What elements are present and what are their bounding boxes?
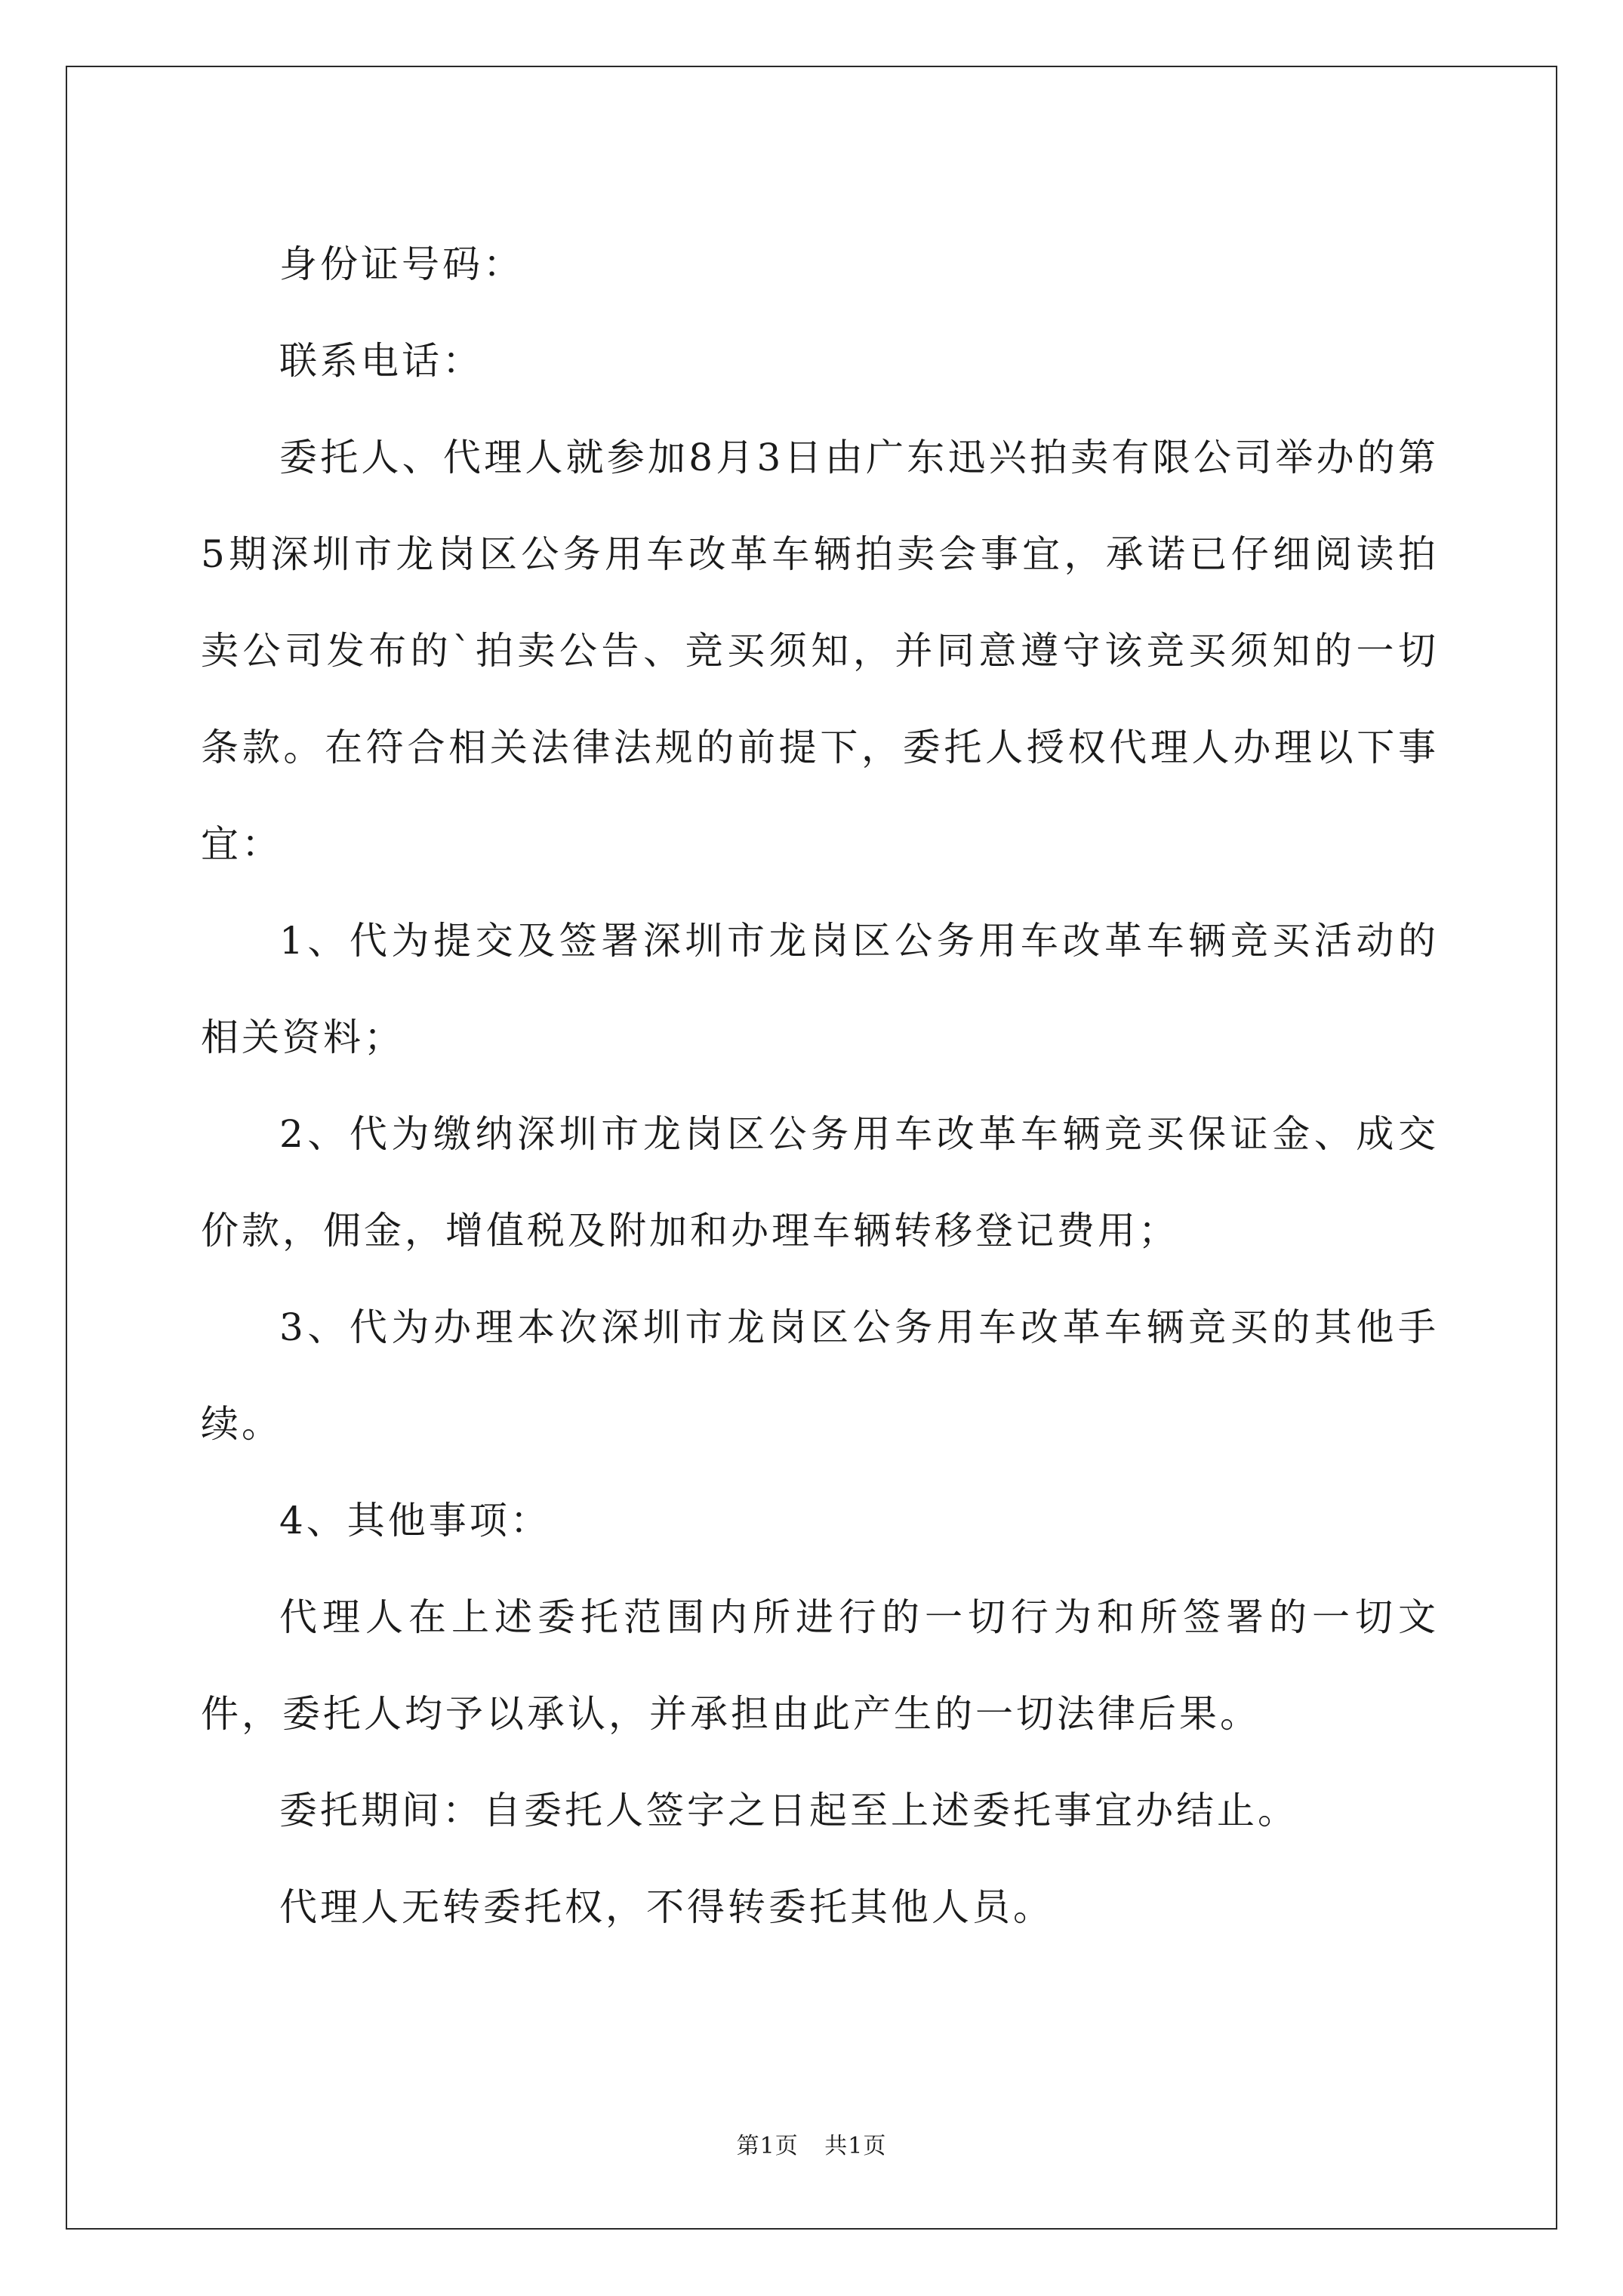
id-number-line: 身份证号码： — [279, 242, 524, 286]
acknowledgement-paragraph: 代理人在上述委托范围内所进行的一切行为和所签署的一切文件，委托人均予以承认，并承担由此产生的一切法律后果。 — [201, 1595, 1439, 1736]
no-subdelegation-paragraph: 代理人无转委托权，不得转委托其他人员。 — [279, 1885, 1054, 1929]
document-body — [201, 216, 1439, 1955]
item-3-paragraph: 3、代为办理本次深圳市龙岗区公务用车改革车辆竞买的其他手续。 — [201, 1305, 1439, 1446]
item-1-paragraph: 1、代为提交及签署深圳市龙岗区公务用车改革车辆竞买活动的相关资料； — [201, 919, 1439, 1059]
page-number-current: 第1页 — [736, 2133, 799, 2159]
phone-line: 联系电话： — [279, 339, 483, 383]
item-2-paragraph: 2、代为缴纳深圳市龙岗区公务用车改革车辆竞买保证金、成交价款，佣金，增值税及附加和办理车辆转移登记费用； — [201, 1112, 1439, 1253]
authorization-paragraph: 委托人、代理人就参加8月3日由广东迅兴拍卖有限公司举办的第5期深圳市龙岗区公务用车改革车辆拍卖会事宜，承诺已仔细阅读拍卖公司发布的`拍卖公告、竞买须知，并同意遵守该竞买须知的一切条款。在符合相关法律法规的前提下，委托人授权代理人办理以下事宜： — [201, 436, 1439, 866]
page-number-total: 共1页 — [824, 2133, 887, 2159]
term-paragraph: 委托期间：自委托人签字之日起至上述委托事宜办结止。 — [279, 1789, 1298, 1832]
page-footer — [0, 2131, 1623, 2162]
item-4-paragraph: 4、其他事项： — [279, 1499, 551, 1542]
